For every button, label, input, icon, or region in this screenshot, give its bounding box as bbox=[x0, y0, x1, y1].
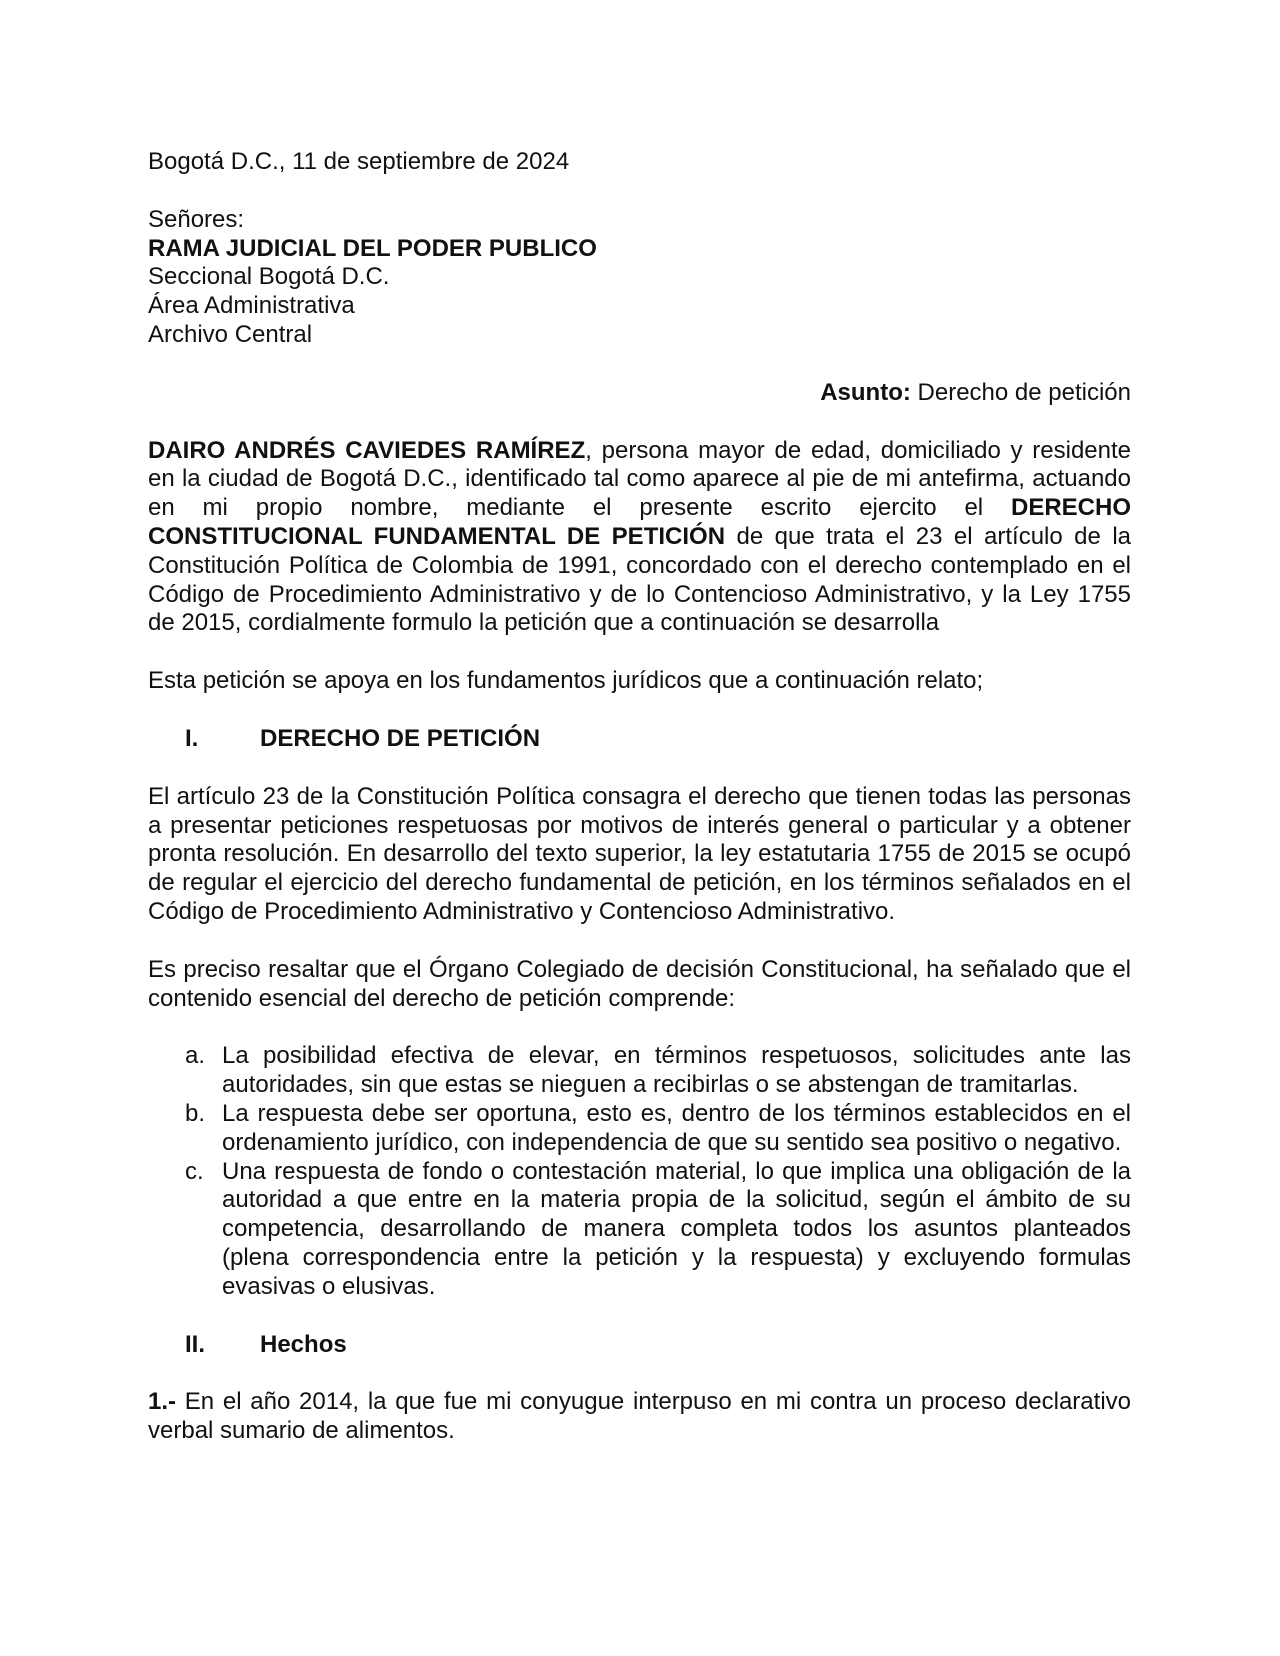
petition-content-list bbox=[148, 1042, 1131, 1301]
support-line: Esta petición se apoya en los fundamentos jurídicos que a continuación relato; bbox=[148, 667, 984, 695]
list-item-marker: b. bbox=[185, 1099, 206, 1127]
section-1-title: DERECHO DE PETICIÓN bbox=[260, 724, 541, 752]
addressee-line-3: Archivo Central bbox=[148, 320, 313, 348]
intro-paragraph bbox=[148, 437, 1131, 639]
addressee-line-1: Seccional Bogotá D.C. bbox=[148, 263, 390, 291]
intro-text-2: de que trata el 23 el artículo de la Constitución Política de Colombia de 1991, concordado con el derecho contemplado en el Código de Procedimiento Administrativo y de lo Contencioso Administrativo, y la Ley 1755 de 2015, cordialmente formulo la petición que a continuación se desarrolla bbox=[148, 522, 1132, 637]
list-item-marker: c. bbox=[185, 1157, 204, 1185]
list-item-text: La posibilidad efectiva de elevar, en términos respetuosos, solicitudes ante las autoridades, sin que estas se nieguen a recibirlas o se abstengan de tramitarlas. bbox=[222, 1042, 1131, 1099]
section-1-paragraph-1: El artículo 23 de la Constitución Política consagra el derecho que tienen todas las personas a presentar peticiones respetuosas por motivos de interés general o particular y a obtener pronta resolución. En desarrollo del texto superior, la ley estatutaria 1755 de 2015 se ocupó de regular el ejercicio del derecho fundamental de petición, en los términos señalados en el Código de Procedimiento Administrativo y Contencioso Administrativo. bbox=[148, 782, 1131, 925]
section-1-heading bbox=[148, 725, 1131, 754]
list-item-text: Una respuesta de fondo o contestación material, lo que implica una obligación de la autoridad a que entre en la materia propia de la solicitud, según el ámbito de su competencia, desarrollando de manera completa todos los asuntos planteados (plena correspondencia entre la petición y la respuesta) y excluyendo formulas evasivas o elusivas. bbox=[222, 1157, 1131, 1300]
addressee-line-2: Área Administrativa bbox=[148, 292, 355, 320]
section-2-heading bbox=[148, 1331, 1131, 1360]
fact-1-text: En el año 2014, la que fue mi conyugue interpuso en mi contra un proceso declarativo verbal sumario de alimentos. bbox=[148, 1388, 1131, 1445]
section-2-title: Hechos bbox=[260, 1330, 347, 1358]
section-1-number: I. bbox=[185, 724, 199, 752]
salutation: Señores: bbox=[148, 205, 245, 233]
list-item bbox=[148, 1100, 1131, 1158]
fact-1-paragraph bbox=[148, 1388, 1131, 1446]
list-item-text: La respuesta debe ser oportuna, esto es, dentro de los términos establecidos en el ordenamiento jurídico, con independencia de que su sentido sea positivo o negativo. bbox=[222, 1099, 1131, 1156]
fact-1-number: 1.- bbox=[148, 1388, 177, 1416]
addressee-block bbox=[148, 206, 1131, 350]
subject-line bbox=[148, 379, 1131, 408]
letter-page bbox=[148, 148, 1131, 1446]
intro-text-1: , persona mayor de edad, domiciliado y residente en la ciudad de Bogotá D.C., identificado tal como aparece al pie de mi antefirma, actuando en mi propio nombre, mediante el presente escrito ejercito el bbox=[148, 436, 1132, 522]
list-item bbox=[148, 1042, 1131, 1100]
list-item-marker: a. bbox=[185, 1042, 206, 1070]
subject-text: Derecho de petición bbox=[910, 378, 1131, 406]
petitioner-name: DAIRO ANDRÉS CAVIEDES RAMÍREZ bbox=[148, 436, 586, 464]
list-item bbox=[148, 1158, 1131, 1302]
addressee-entity: RAMA JUDICIAL DEL PODER PUBLICO bbox=[148, 234, 597, 262]
section-1-paragraph-2: Es preciso resaltar que el Órgano Colegiado de decisión Constitucional, ha señalado que el contenido esencial del derecho de petición comprende: bbox=[148, 955, 1131, 1012]
date-line: Bogotá D.C., 11 de septiembre de 2024 bbox=[148, 148, 570, 175]
section-2-number: II. bbox=[185, 1330, 206, 1358]
intro-bold-right: DERECHO CONSTITUCIONAL FUNDAMENTAL DE PETICIÓN bbox=[148, 494, 1131, 550]
subject-label: Asunto: bbox=[820, 378, 911, 406]
